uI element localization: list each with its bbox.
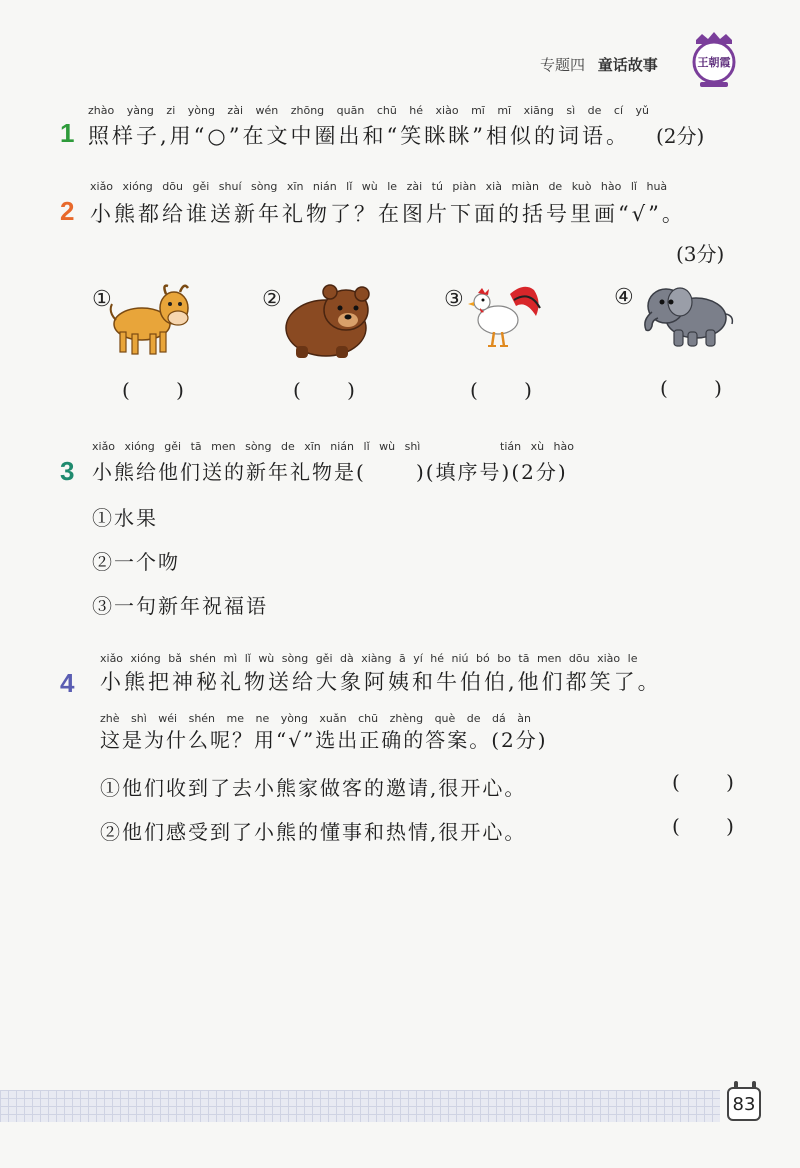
bear-image: [282, 280, 374, 360]
animal-number: ②: [262, 287, 282, 312]
question-1: [60, 100, 760, 160]
answer-paren-4[interactable]: ( ): [660, 376, 742, 400]
rooster-image: [464, 280, 544, 352]
question-pinyin: xiǎo xióng dōu gěi shuí sòng xīn nián lǐ wù le zài tú piàn xià miàn de kuò hào lǐ huà: [90, 180, 668, 193]
question-text: 照样子,用“○”在文中圈出和“笑眯眯”相似的词语。: [88, 124, 630, 148]
question-text: 小熊给他们送的新年礼物是( )(填序号)(2分): [92, 460, 568, 484]
option-2: ②他们感受到了小熊的懂事和热情,很开心。: [100, 820, 527, 844]
topic-label: 童话故事: [597, 56, 658, 74]
question-2: [60, 178, 760, 268]
footer-grid-band: [0, 1090, 720, 1122]
option-2: ②一个吻: [92, 550, 180, 574]
header-title: [540, 54, 658, 75]
question-pinyin: xiǎo xióng gěi tā men sòng de xīn nián lǐ wù shì: [92, 440, 421, 453]
question-text: 小熊把神秘礼物送给大象阿姨和牛伯伯,他们都笑了。: [100, 670, 662, 694]
option-1: ①水果: [92, 506, 158, 530]
question-pinyin-2: tián xù hào: [500, 440, 574, 453]
question-pinyin: zhào yàng zi yòng zài wén zhōng quān chū hé xiào mī mī xiāng sì de cí yǔ: [88, 104, 649, 117]
question-score: (2分): [656, 124, 705, 148]
option-1: ①他们收到了去小熊家做客的邀请,很开心。: [100, 776, 527, 800]
answer-paren-1[interactable]: ( ): [122, 378, 204, 402]
question-number: 2: [60, 196, 75, 226]
question-text-line2: 这是为什么呢？用“√”选出正确的答案。(2分): [100, 728, 548, 752]
answer-paren-2[interactable]: ( ): [293, 378, 375, 402]
question-number: 4: [60, 668, 75, 698]
question-text: 小熊都给谁送新年礼物了？在图片下面的括号里画“√”。: [90, 202, 686, 226]
section-label: 专题四: [540, 56, 586, 74]
question-3: [60, 438, 760, 628]
logo-text: 王朝霞: [697, 56, 731, 69]
question-pinyin: xiǎo xióng bǎ shén mì lǐ wù sòng gěi dà xiàng ā yí hé niú bó bo tā men dōu xiào le: [100, 652, 638, 665]
animal-number: ④: [614, 285, 634, 310]
animal-number: ③: [444, 287, 464, 312]
question-score: (3分): [676, 242, 725, 266]
publisher-logo: [688, 30, 740, 90]
question-pinyin-line2: zhè shì wéi shén me ne yòng xuǎn chū zhèng què de dá àn: [100, 712, 531, 725]
cow-image: [108, 282, 193, 358]
question-number: 1: [60, 118, 75, 148]
option-2-paren[interactable]: ( ): [672, 814, 754, 838]
answer-paren-3[interactable]: ( ): [470, 378, 552, 402]
question-4: [60, 652, 760, 842]
question-number: 3: [60, 456, 75, 486]
page-number: 83: [727, 1087, 761, 1121]
option-3: ③一句新年祝福语: [92, 594, 268, 618]
elephant-image: [640, 280, 740, 350]
option-1-paren[interactable]: ( ): [672, 770, 754, 794]
animal-number: ①: [92, 287, 112, 312]
